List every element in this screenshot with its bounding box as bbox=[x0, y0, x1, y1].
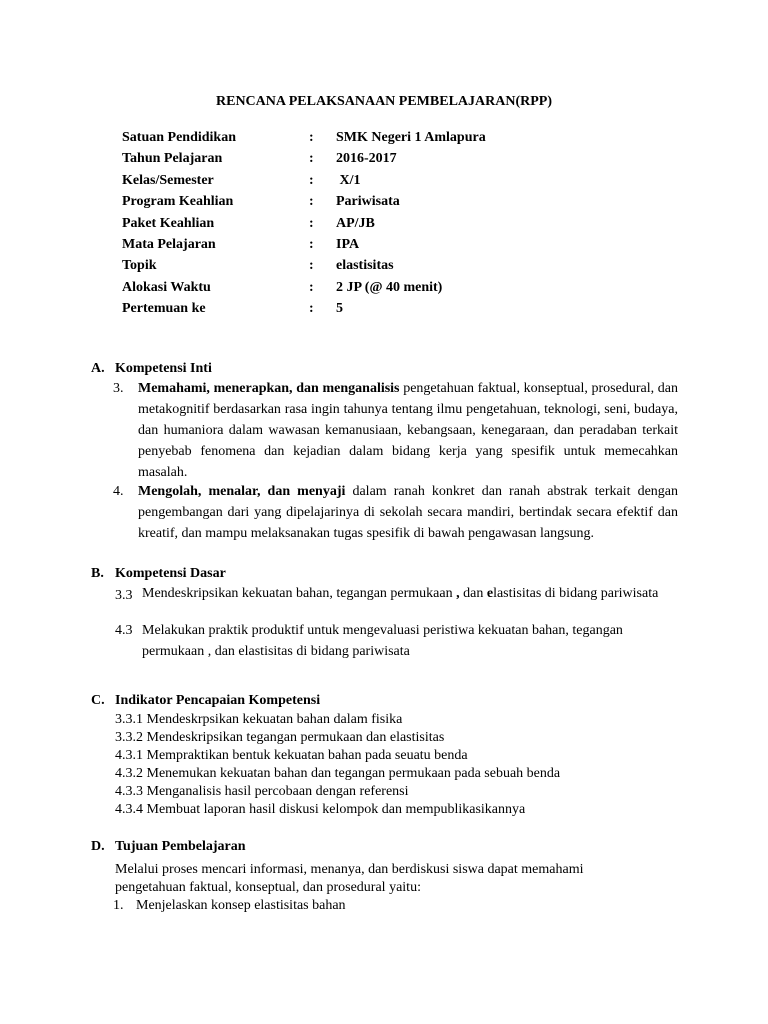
info-colon: : bbox=[309, 279, 314, 295]
kompetensi-dasar-3-3 bbox=[142, 585, 678, 602]
list-number: 3. bbox=[113, 381, 124, 396]
list-number: 1. bbox=[113, 898, 124, 913]
info-value: AP/JB bbox=[336, 215, 375, 231]
tujuan-item: Menjelaskan konsep elastisitas bahan bbox=[136, 898, 346, 913]
info-value: elastisitas bbox=[336, 258, 394, 274]
info-row bbox=[122, 277, 642, 298]
section-title: Tujuan Pembelajaran bbox=[115, 839, 246, 854]
paragraph-text: pengetahuan faktual, konseptual, prosedural, dan metakognitif berdasarkan rasa ingin tahunya tentang ilmu pengetahuan, teknologi, seni, budaya, dan humaniora dalam wawasan kemanusiaan, kebangsaan, kenegaraan, dan peradaban terkait penyebab fenomena dan kejadian dalam bidang kerja yang spesifik untuk memecahkan masalah. bbox=[138, 381, 678, 480]
section-title: Kompetensi Dasar bbox=[115, 566, 226, 581]
info-value: IPA bbox=[336, 236, 360, 252]
kd-text: Mendeskripsikan kekuatan bahan, tegangan permukaan bbox=[142, 586, 457, 601]
info-label: Mata Pelajaran bbox=[122, 236, 216, 252]
indicator-item: 4.3.2 Menemukan kekuatan bahan dan tegangan permukaan pada sebuah benda bbox=[115, 766, 561, 781]
info-label: Satuan Pendidikan bbox=[122, 130, 236, 145]
document-title: RENCANA PELAKSANAAN PEMBELAJARAN(RPP) bbox=[216, 94, 552, 109]
info-colon: : bbox=[309, 130, 314, 145]
paragraph-text: dalam ranah konkret dan ranah abstrak terkait dengan pengembangan dari yang dipelajarinya di sekolah secara mandiri, bertindak secara efektif dan kreatif, dan mampu melaksanakan tugas spesifik di bawah pengawasan langsung. bbox=[138, 484, 678, 541]
info-label: Program Keahlian bbox=[122, 194, 234, 210]
info-label: Topik bbox=[122, 258, 157, 274]
info-colon: : bbox=[309, 172, 314, 188]
info-value: 5 bbox=[336, 301, 343, 317]
info-value: 2 JP (@ 40 menit) bbox=[336, 279, 443, 295]
section-letter: C. bbox=[91, 693, 105, 708]
kd-bold: , bbox=[456, 586, 460, 601]
section-title: Kompetensi Inti bbox=[115, 361, 212, 376]
tujuan-intro: Melalui proses mencari informasi, menanya, dan berdiskusi siswa dapat memahami pengetahuan faktual, konseptual, dan prosedural yaitu: bbox=[115, 862, 584, 895]
section-b-heading bbox=[91, 563, 226, 584]
section-letter: B. bbox=[91, 566, 104, 581]
info-value: Pariwisata bbox=[336, 194, 400, 210]
indicator-item: 4.3.1 Mempraktikan bentuk kekuatan bahan pada seuatu benda bbox=[115, 748, 468, 763]
section-c-heading bbox=[91, 690, 320, 711]
section-a-heading bbox=[91, 358, 212, 379]
bold-phrase: Memahami, menerapkan, dan menganalisis bbox=[138, 381, 400, 396]
section-letter: D. bbox=[91, 839, 105, 854]
kd-text: dan bbox=[459, 586, 487, 601]
kompetensi-inti-4 bbox=[138, 481, 678, 544]
list-number: 4. bbox=[113, 484, 124, 499]
info-row bbox=[122, 255, 642, 276]
info-row bbox=[122, 234, 642, 255]
section-title: Indikator Pencapaian Kompetensi bbox=[115, 693, 321, 708]
bold-phrase: Mengolah, menalar, dan menyaji bbox=[138, 484, 346, 499]
kd-code: 4.3 bbox=[115, 623, 133, 638]
kompetensi-inti-3 bbox=[138, 378, 678, 483]
indicator-item: 4.3.3 Menganalisis hasil percobaan dengan referensi bbox=[115, 784, 409, 799]
kd-code: 3.3 bbox=[115, 588, 133, 603]
info-row bbox=[122, 298, 642, 319]
info-label: Pertemuan ke bbox=[122, 301, 206, 317]
info-colon: : bbox=[309, 215, 314, 231]
info-label: Paket Keahlian bbox=[122, 215, 215, 231]
info-label: Kelas/Semester bbox=[122, 172, 214, 188]
info-row bbox=[122, 127, 642, 148]
info-colon: : bbox=[309, 194, 314, 210]
info-value: SMK Negeri 1 Amlapura bbox=[336, 130, 486, 145]
section-letter: A. bbox=[91, 361, 105, 376]
kd-bold: e bbox=[486, 586, 494, 601]
info-label: Tahun Pelajaran bbox=[122, 151, 223, 167]
kd-text: lastisitas di bidang pariwisata bbox=[493, 586, 659, 601]
info-colon: : bbox=[309, 151, 314, 167]
info-colon: : bbox=[309, 301, 314, 317]
info-row bbox=[122, 191, 642, 212]
info-value: 2016-2017 bbox=[336, 151, 397, 167]
indicator-item: 4.3.4 Membuat laporan hasil diskusi kelompok dan mempublikasikannya bbox=[115, 802, 526, 817]
section-d-heading bbox=[91, 836, 246, 857]
kompetensi-dasar-4-3: Melakukan praktik produktif untuk mengevaluasi peristiwa kekuatan bahan, tegangan permukaan , dan elastisitas di bidang pariwisata bbox=[142, 623, 623, 659]
indicator-item: 3.3.1 Mendeskrpsikan kekuatan bahan dalam fisika bbox=[115, 712, 403, 727]
info-colon: : bbox=[309, 236, 314, 252]
info-value: X/1 bbox=[336, 172, 361, 188]
indicator-item: 3.3.2 Mendeskripsikan tegangan permukaan dan elastisitas bbox=[115, 730, 445, 745]
info-table bbox=[122, 127, 642, 320]
info-label: Alokasi Waktu bbox=[122, 279, 211, 295]
info-row bbox=[122, 170, 642, 191]
info-colon: : bbox=[309, 258, 314, 274]
info-row bbox=[122, 213, 642, 234]
info-row bbox=[122, 148, 642, 169]
